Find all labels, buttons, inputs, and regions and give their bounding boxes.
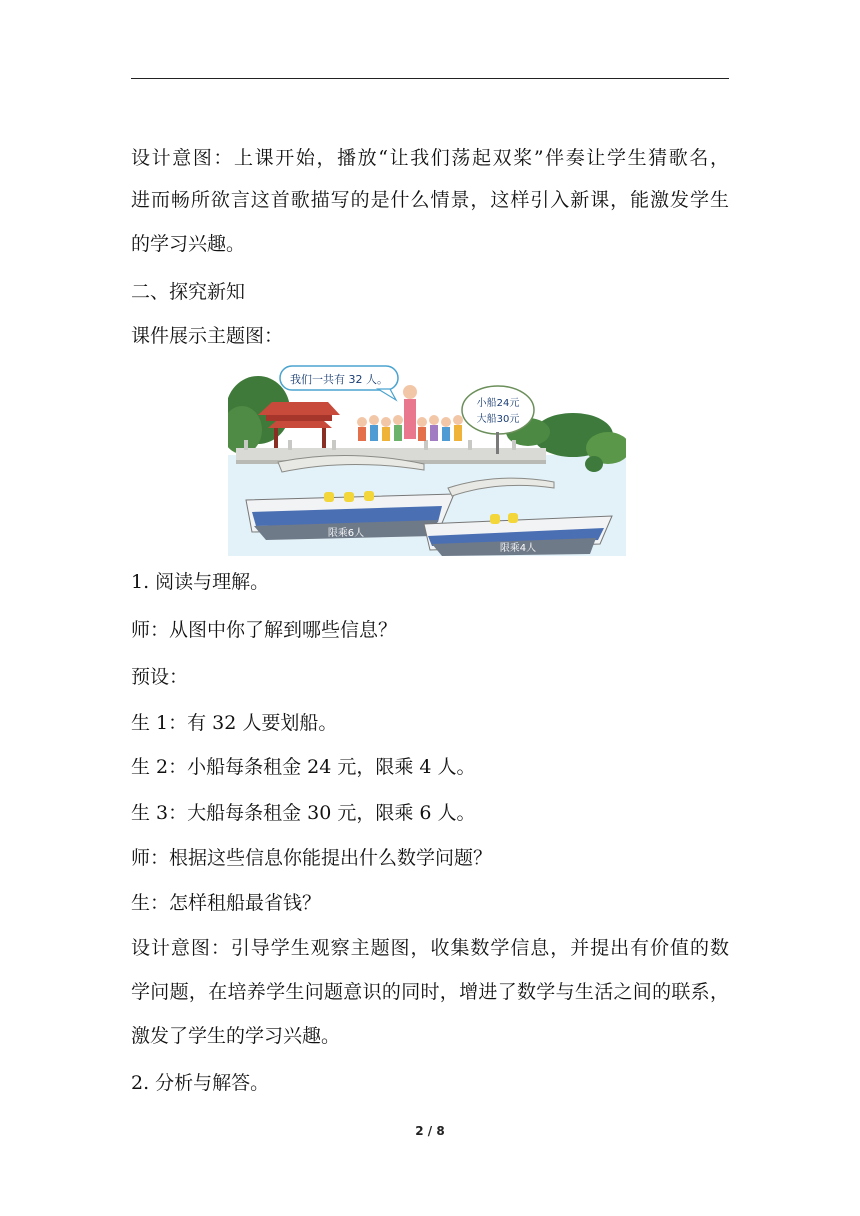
header-rule [131,78,729,79]
sign-line-1: 小船24元 [476,398,520,409]
subsection-heading: 1. 阅读与理解。 [131,571,270,593]
children-group [357,385,463,441]
paragraph-line: 课件展示主题图： [131,325,284,347]
page-number: 2 / 8 [415,1124,445,1138]
paragraph-line: 师：从图中你了解到哪些信息？ [131,619,398,641]
subsection-heading: 2. 分析与解答。 [131,1072,270,1094]
paragraph-line: 设计意图：上课开始，播放“让我们荡起双桨”伴奏让学生猜歌名， [131,147,729,169]
paragraph-line: 生 3：大船每条租金 30 元，限乘 6 人。 [131,802,476,824]
speech-text: 我们一共有 32 人。 [290,373,388,386]
small-boat-label: 限乘4人 [499,543,537,554]
paragraph-line: 生 2：小船每条租金 24 元，限乘 4 人。 [131,756,476,778]
paragraph-line: 生 1：有 32 人要划船。 [131,712,338,734]
big-boat-label: 限乘6人 [327,528,365,539]
section-heading: 二、探究新知 [131,281,246,303]
paragraph-line: 激发了学生的学习兴趣。 [131,1025,341,1047]
paragraph-line: 师：根据这些信息你能提出什么数学问题？ [131,847,493,869]
theme-illustration [228,360,626,556]
pavilion [258,402,340,450]
speech-bubble [280,366,398,400]
paragraph-line: 进而畅所欲言这首歌描写的是什么情景，这样引入新课，能激发学生 [131,189,729,211]
paragraph-line: 学问题，在培养学生问题意识的同时，增进了数学与生活之间的联系， [131,981,729,1003]
paragraph-line: 生：怎样租船最省钱？ [131,892,322,914]
paragraph-line: 预设： [131,666,189,688]
sign-line-2: 大船30元 [476,414,520,425]
paragraph-line: 的学习兴趣。 [131,233,246,255]
paragraph-line: 设计意图：引导学生观察主题图，收集数学信息，并提出有价值的数 [131,937,729,959]
